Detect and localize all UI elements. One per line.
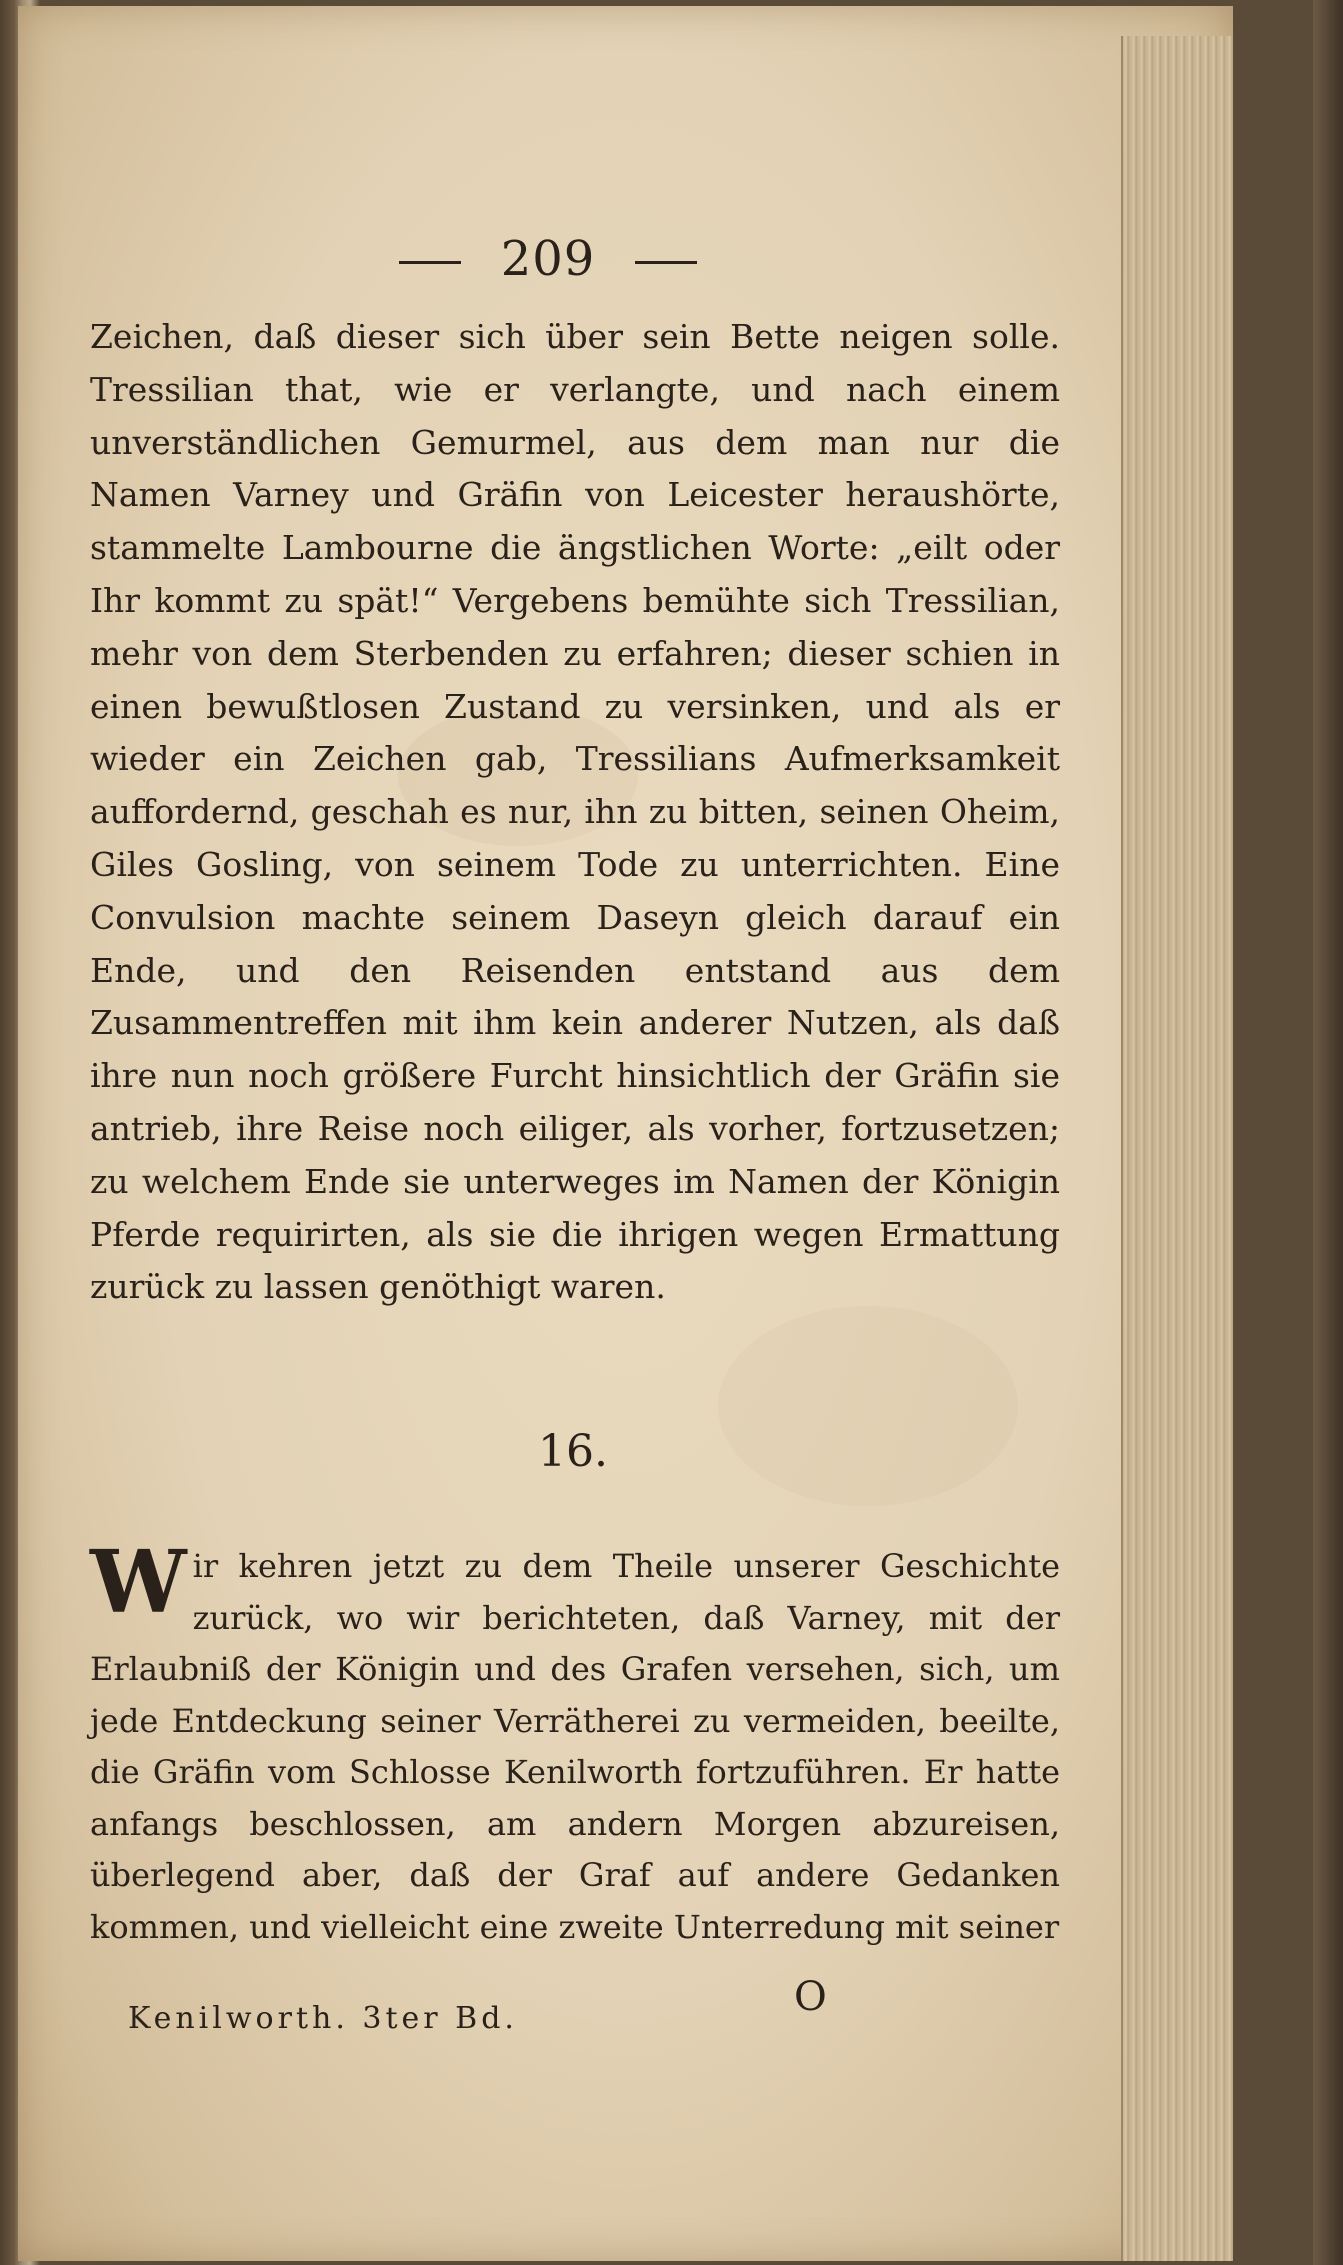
book-cover-edge: [1313, 0, 1343, 2265]
paragraph-1: Zeichen, daß dieser sich über sein Bette neigen solle. Tressilian that, wie er verlangte, und nach einem unverständlichen Gemurmel, aus dem man nur die Namen Varney und Gräfin von Leicester heraushörte, stammelte Lambourne die ängstlichen Worte: „eilt oder Ihr kommt zu spät!“ Vergebens bemühte sich Tressilian, mehr von dem Sterbenden zu erfahren; dieser schien in einen bewußtlosen Zustand zu versinken, und als er wieder ein Zeichen gab, Tressilians Aufmerksamkeit auffordernd, geschah es nur, ihn zu bitten, seinen Oheim, Giles Gosling, von seinem Tode zu unterrichten. Eine Convulsion machte seinem Daseyn gleich darauf ein Ende, und den Reisenden entstand aus dem Zusammentreffen mit ihm kein anderer Nutzen, als daß ihre nun noch größere Furcht hinsichtlich der Gräfin sie antrieb, ihre Reise noch eiliger, als vorher, fortzusetzen; zu welchem Ende sie unterweges im Namen der Königin Pferde requirirten, als sie die ihrigen wegen Ermattung zurück zu lassen genöthigt waren.: [90, 317, 1060, 1307]
signature-line: Kenilworth. 3ter Bd.: [128, 2001, 518, 2036]
gathering-mark: O: [794, 1974, 827, 2020]
page-block-edge: [1121, 36, 1233, 2261]
paragraph-2-text: ir kehren jetzt zu dem Theile unserer Geschichte zurück, wo wir berichteten, daß Varney, mit der Erlaubniß der Königin und des Grafen versehen, sich, um jede Entdeckung seiner Verrätherei zu vermeiden, beeilte, die Gräfin vom Schlosse Kenilworth fortzuführen. Er hatte anfangs beschlossen, am andern Morgen abzureisen, überlegend aber, daß der Graf auf andere Gedanken kommen, und vielleicht eine zweite Unterredung mit seiner: [90, 1547, 1060, 1946]
page-number-dash-left: [399, 261, 461, 264]
book-page: [18, 6, 1233, 2261]
drop-cap: W: [90, 1532, 187, 1633]
paragraph-2: [90, 1532, 1060, 1953]
page-number-dash-right: [635, 261, 697, 264]
chapter-number: 16.: [538, 1426, 608, 1477]
page-number-text: 209: [500, 231, 596, 287]
page-number: [18, 231, 1078, 287]
